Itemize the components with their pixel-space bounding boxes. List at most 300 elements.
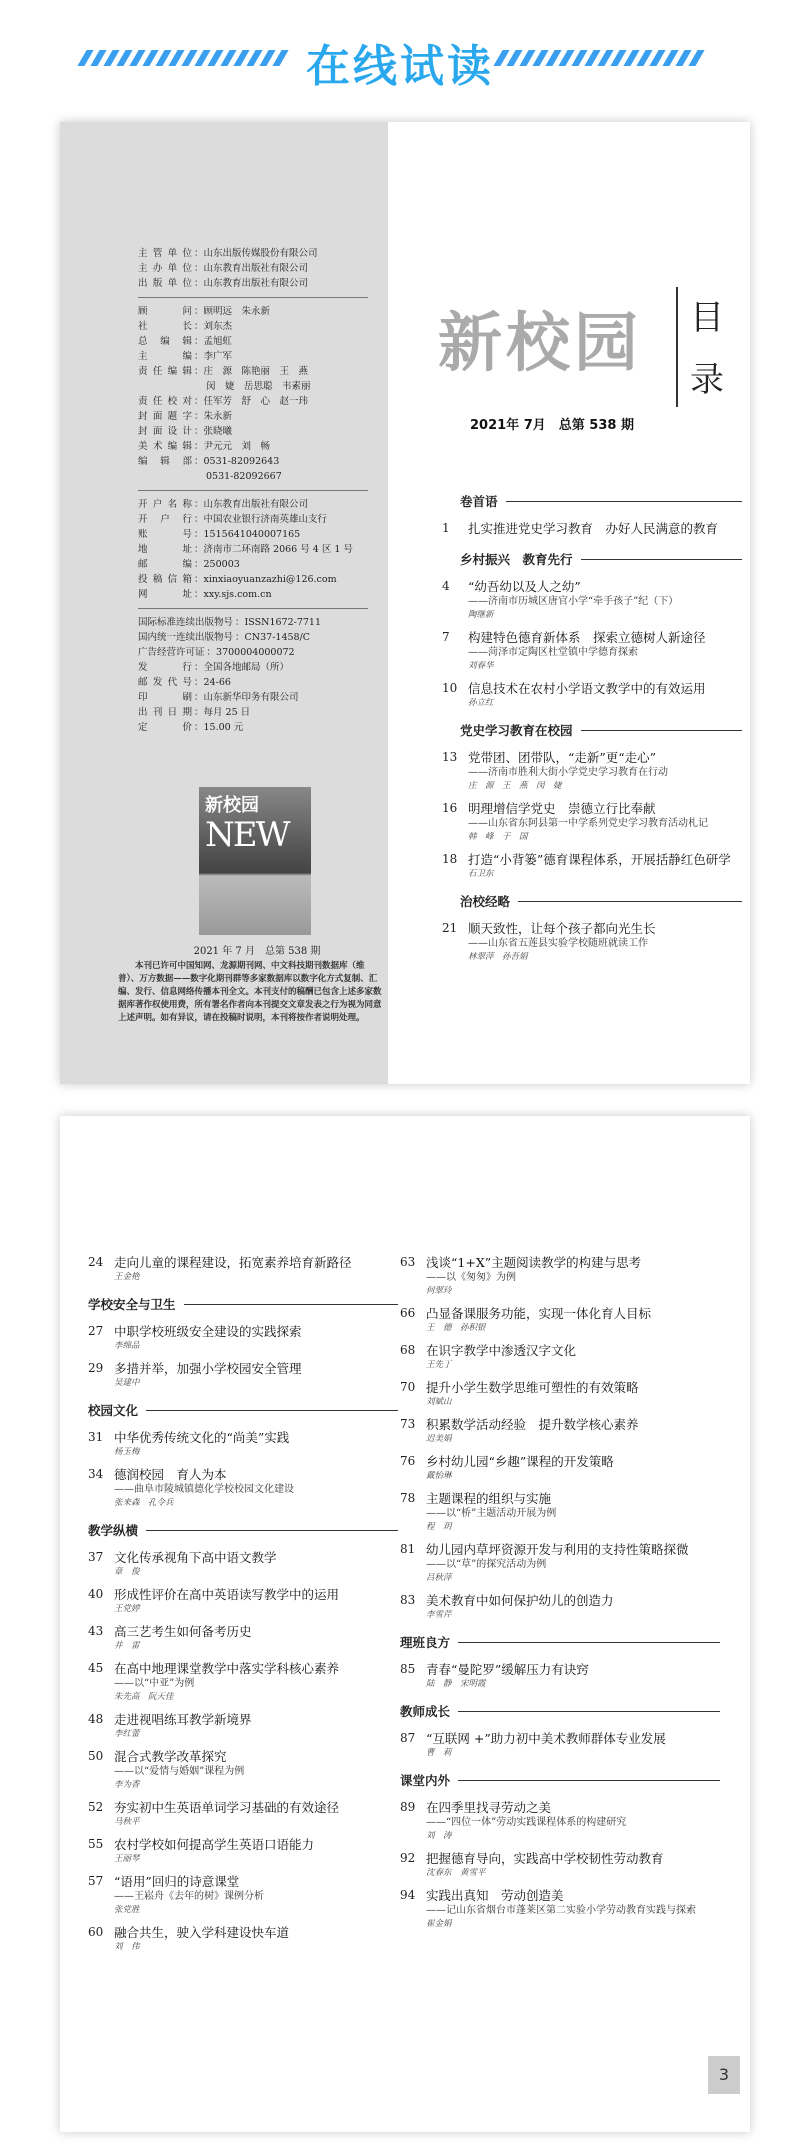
- toc-article-title: 信息技术在农村小学语文教学中的有效运用: [468, 681, 706, 696]
- toc-entry[interactable]: [400, 1254, 720, 1297]
- toc-article-subtitle: ——以“桥”主题活动开展为例: [426, 1508, 557, 1519]
- toc-page-number: 89: [400, 1800, 416, 1814]
- section-title: 乡村振兴 教育先行: [460, 552, 573, 567]
- toc-article-title: 在识字教学中渗透汉字文化: [426, 1343, 577, 1358]
- section-title: 校园文化: [88, 1403, 139, 1418]
- toc-list-page1: [442, 492, 742, 971]
- toc-page-number: 40: [88, 1587, 104, 1601]
- toc-entry[interactable]: [88, 1549, 398, 1578]
- masthead-value: 山东教育出版社有限公司: [203, 263, 309, 274]
- toc-article-title: 在高中地理课堂教学中落实学科核心素养: [114, 1661, 340, 1676]
- masthead-value: 闵 婕 岳思聪 韦素丽: [206, 381, 311, 392]
- toc-page-number: 10: [442, 681, 458, 695]
- toc-article-subtitle: ——以“爱情与婚姻”课程为例: [114, 1766, 245, 1777]
- toc-article-author: 石卫东: [468, 869, 494, 879]
- magazine-page-1: [60, 122, 750, 1084]
- toc-article-author: 庄 源 王 燕 闵 婕: [468, 781, 562, 791]
- toc-entry[interactable]: [442, 520, 742, 538]
- toc-article-title: 夯实初中生英语单词学习基础的有效途径: [114, 1800, 340, 1815]
- toc-article-title: 党带团、团带队，“走新”更“走心”: [468, 750, 657, 765]
- toc-article-title: 把握德育导向，实践高中学校韧性劳动教育: [426, 1851, 664, 1866]
- toc-page-number: 43: [88, 1624, 104, 1638]
- section-heading: [88, 1295, 398, 1313]
- toc-article-author: 张来森 孔令兵: [114, 1498, 174, 1508]
- toc-page-number: 1: [442, 521, 450, 535]
- masthead-key: 印刷: [138, 692, 192, 703]
- toc-article-subtitle: ——以“中亚”为例: [114, 1678, 195, 1689]
- copyright-panel: [60, 122, 388, 1084]
- toc-article-subtitle: ——济南市胜利大街小学党史学习教育在行动: [468, 767, 668, 778]
- toc-article-author: 迟美娟: [426, 1434, 452, 1444]
- toc-article-author: 马秋平: [114, 1817, 140, 1827]
- toc-entry[interactable]: [400, 1887, 720, 1930]
- section-rule: [458, 1642, 720, 1643]
- masthead-row: 地址 ：济南市二环南路 2066 号 4 区 1 号: [138, 544, 353, 555]
- masthead-row: 主编 ：李广军: [138, 351, 233, 362]
- masthead-row: 封面设计 ：张晓曦: [138, 426, 233, 437]
- toc-article-title: 走向儿童的课程建设，拓宽素养培育新路径: [114, 1255, 352, 1270]
- masthead-row: 社长 ：刘东杰: [138, 321, 233, 332]
- toc-article-title: 明理增信学党史 崇德立行比奉献: [468, 801, 656, 816]
- toc-page-number: 45: [88, 1661, 104, 1675]
- masthead-key: 邮编: [138, 559, 192, 570]
- toc-article-author: 崔金娟: [426, 1919, 452, 1929]
- toc-article-author: 王 德 孙积银: [426, 1323, 486, 1333]
- toc-article-title: 文化传承视角下高中语文教学: [114, 1550, 277, 1565]
- masthead-row: 出版单位 ：山东教育出版社有限公司: [138, 278, 309, 289]
- masthead-value: 山东教育出版社有限公司: [203, 278, 309, 289]
- masthead-row: 开户名称 ：山东教育出版社有限公司: [138, 499, 309, 510]
- toc-article-title: 混合式教学改革探究: [114, 1749, 227, 1764]
- section-title: 学校安全与卫生: [88, 1297, 176, 1312]
- toc-entry[interactable]: [400, 1730, 720, 1759]
- toc-entry[interactable]: [400, 1305, 720, 1334]
- masthead-key: 发行: [138, 662, 192, 673]
- toc-article-author: 林翠萍 孙吾娟: [468, 952, 528, 962]
- masthead-key: 地址: [138, 544, 192, 555]
- decorative-stripes-left: [82, 50, 284, 66]
- toc-entry[interactable]: [442, 578, 742, 621]
- toc-article-title: 德润校园 育人为本: [114, 1467, 227, 1482]
- masthead-key: 国际标准连续出版物号: [138, 617, 234, 628]
- toc-article-author: 刘 涛: [426, 1831, 452, 1841]
- section-rule: [184, 1304, 398, 1305]
- toc-article-author: 吕秋萍: [426, 1573, 452, 1583]
- masthead-row: 邮编 ：250003: [138, 559, 240, 570]
- toc-page-number: 57: [88, 1874, 104, 1888]
- toc-article-author: 刘春华: [468, 661, 494, 671]
- masthead-key: 国内统一连续出版物号: [138, 632, 234, 643]
- toc-entry[interactable]: [442, 800, 742, 843]
- toc-article-title: 农村学校如何提高学生英语口语能力: [114, 1837, 315, 1852]
- toc-article-author: 王先丁: [426, 1360, 452, 1370]
- section-heading: [460, 721, 742, 739]
- cover-issue-date: 2021 年 7 月 总第 538 期: [193, 946, 321, 957]
- toc-article-title: 实践出真知 劳动创造美: [426, 1888, 564, 1903]
- section-title: 卷首语: [460, 494, 498, 509]
- toc-article-author: 李绵品: [114, 1341, 140, 1351]
- masthead-row: 出刊日期 ：每月 25 日: [138, 707, 251, 718]
- masthead-row: 发行 ：全国各地邮局（所）: [138, 662, 290, 673]
- masthead-value: 李广军: [203, 351, 233, 362]
- masthead-key: 邮发代号: [138, 677, 192, 688]
- toc-entry[interactable]: [88, 1586, 398, 1615]
- masthead-key: 封面题字: [138, 411, 192, 422]
- toc-page-number: 66: [400, 1306, 416, 1320]
- masthead-value: 15.00 元: [203, 722, 244, 733]
- masthead-row: 责任校对 ：任军芳 舒 心 赵一玮: [138, 396, 309, 407]
- toc-entry[interactable]: [400, 1490, 720, 1533]
- masthead-value: 任军芳 舒 心 赵一玮: [203, 396, 309, 407]
- toc-entry[interactable]: [88, 1466, 398, 1509]
- toc-article-title: 形成性评价在高中英语读写教学中的运用: [114, 1587, 340, 1602]
- masthead-row: 定价 ：15.00 元: [138, 722, 244, 733]
- masthead-value: 张晓曦: [203, 426, 233, 437]
- toc-article-title: 青春“曼陀罗”缓解压力有诀窍: [426, 1662, 589, 1677]
- section-heading: [88, 1401, 398, 1419]
- toc-page-number: 83: [400, 1593, 416, 1607]
- masthead-key: 社长: [138, 321, 192, 332]
- masthead-row: 投稿信箱 ：xinxiaoyuanzazhi@126.com: [138, 574, 337, 585]
- section-title: 治校经略: [460, 894, 511, 909]
- section-rule: [581, 559, 742, 560]
- toc-page-number: 63: [400, 1255, 416, 1269]
- toc-article-author: 何翠玲: [426, 1286, 452, 1296]
- toc-article-title: “互联网 +”助力初中美术教师群体专业发展: [426, 1731, 666, 1746]
- toc-article-author: 戴怡琳: [426, 1471, 452, 1481]
- masthead-row: 封面题字 ：朱永新: [138, 411, 233, 422]
- masthead-value: 朱永新: [203, 411, 233, 422]
- toc-page-number: 21: [442, 921, 458, 935]
- toc-article-subtitle: ——王崧舟《去年的树》课例分析: [114, 1891, 264, 1902]
- masthead-row: 国内统一连续出版物号 ：CN37-1458/C: [138, 632, 311, 643]
- toc-article-author: 刘斌山: [426, 1397, 452, 1407]
- toc-page-number: 78: [400, 1491, 416, 1505]
- toc-entry[interactable]: [88, 1873, 398, 1916]
- toc-entry[interactable]: [88, 1623, 398, 1652]
- toc-page-number: 27: [88, 1324, 104, 1338]
- toc-article-title: 在四季里找寻劳动之美: [426, 1800, 552, 1815]
- toc-page-number: 31: [88, 1430, 104, 1444]
- toc-article-subtitle: ——以《匆匆》为例: [426, 1272, 516, 1283]
- section-title: 课堂内外: [400, 1773, 451, 1788]
- toc-article-author: 王金艳: [114, 1272, 140, 1282]
- masthead-row: 印刷 ：山东新华印务有限公司: [138, 692, 299, 703]
- toc-article-author: 刘 伟: [114, 1942, 140, 1952]
- masthead-key: 开户行: [138, 514, 192, 525]
- masthead-value: 顾明远 朱永新: [203, 306, 271, 317]
- toc-article-title: 中华优秀传统文化的“尚美”实践: [114, 1430, 290, 1445]
- toc-article-title: 高三艺考生如何备考历史: [114, 1624, 252, 1639]
- masthead-key: 编辑部: [138, 456, 192, 467]
- magazine-page-2: [60, 1116, 750, 2132]
- toc-entry[interactable]: [400, 1850, 720, 1879]
- masthead-key: 投稿信箱: [138, 574, 192, 585]
- toc-article-author: 陆 静 宋明霞: [426, 1679, 486, 1689]
- masthead-row: 网址 ：xxy.sjs.com.cn: [138, 589, 272, 600]
- masthead-key: 责任校对: [138, 396, 192, 407]
- toc-entry[interactable]: [442, 629, 742, 672]
- masthead-divider: [138, 297, 368, 298]
- toc-article-author: 孙立红: [468, 698, 494, 708]
- toc-entry[interactable]: [88, 1836, 398, 1865]
- masthead-key: 广告经营许可证: [138, 647, 205, 658]
- masthead-value: xxy.sjs.com.cn: [203, 589, 272, 600]
- toc-column-left: [88, 1254, 398, 1961]
- toc-article-subtitle: ——山东省东阿县第一中学系列党史学习教育活动札记: [468, 818, 708, 829]
- toc-heading: [690, 287, 730, 411]
- toc-page-number: 34: [88, 1467, 104, 1481]
- masthead-key: 出刊日期: [138, 707, 192, 718]
- section-rule: [146, 1530, 398, 1531]
- toc-entry[interactable]: [442, 851, 742, 880]
- toc-entry[interactable]: [400, 1592, 720, 1621]
- cover-new-text: NEW: [205, 815, 289, 855]
- masthead-value: 0531-82092667: [206, 471, 282, 482]
- section-heading: [460, 492, 742, 510]
- toc-page-number: 37: [88, 1550, 104, 1564]
- toc-article-title: 构建特色德育新体系 探索立德树人新途径: [468, 630, 706, 645]
- section-rule: [458, 1711, 720, 1712]
- section-rule: [581, 730, 742, 731]
- masthead-divider: [138, 490, 368, 491]
- toc-article-author: 程 玥: [426, 1522, 452, 1532]
- toc-entry[interactable]: [400, 1342, 720, 1371]
- toc-article-author: 杨玉梅: [114, 1447, 140, 1457]
- toc-article-author: 章 俊: [114, 1567, 140, 1577]
- toc-page-number: 7: [442, 630, 450, 644]
- masthead-value: ISSN1672-7711: [244, 617, 322, 628]
- toc-article-title: 顺天致性，让每个孩子都向光生长: [468, 921, 656, 936]
- masthead-value: 中国农业银行济南英雄山支行: [203, 514, 328, 525]
- toc-article-title: 中职学校班级安全建设的实践探索: [114, 1324, 302, 1339]
- masthead-row: 国际标准连续出版物号 ：ISSN1672-7711: [138, 617, 322, 628]
- section-rule: [506, 501, 742, 502]
- toc-entry[interactable]: [400, 1799, 720, 1842]
- toc-article-author: 陶继新: [468, 610, 494, 620]
- masthead-value: 每月 25 日: [203, 707, 251, 718]
- toc-column-right: [400, 1254, 720, 1938]
- cover-logo: 新校园: [205, 795, 259, 816]
- masthead-row: 主管单位 ：山东出版传媒股份有限公司: [138, 248, 318, 259]
- toc-article-subtitle: ——以“草”的探究活动为例: [426, 1559, 547, 1570]
- masthead-value: 刘东杰: [203, 321, 233, 332]
- toc-heading-mu: 目: [690, 298, 724, 338]
- toc-entry[interactable]: [88, 1323, 398, 1352]
- toc-article-author: 李雪芹: [426, 1610, 452, 1620]
- toc-page-number: 76: [400, 1454, 416, 1468]
- toc-page-number: 94: [400, 1888, 416, 1902]
- toc-article-title: 幼儿园内草坪资源开发与利用的支持性策略探微: [426, 1542, 689, 1557]
- masthead-value: 济南市二环南路 2066 号 4 区 1 号: [203, 544, 353, 555]
- masthead-value: 3700004000072: [216, 647, 295, 658]
- toc-article-title: 扎实推进党史学习教育 办好人民满意的教育: [468, 521, 719, 536]
- section-heading: [400, 1702, 720, 1720]
- masthead-key: 总编辑: [138, 336, 192, 347]
- toc-article-title: 提升小学生数学思维可塑性的有效策略: [426, 1380, 639, 1395]
- toc-entry[interactable]: [442, 749, 742, 792]
- section-rule: [518, 901, 742, 902]
- masthead-row: 责任编辑 ：庄 源 陈艳丽 王 燕: [138, 366, 309, 377]
- masthead-value: xinxiaoyuanzazhi@126.com: [203, 574, 337, 585]
- section-title: 教学纵横: [88, 1523, 139, 1538]
- toc-article-title: 打造“小背篓”德育课程体系，开展括静红色研学: [468, 852, 731, 867]
- masthead-row: 开户行 ：中国农业银行济南英雄山支行: [138, 514, 328, 525]
- masthead-key: 账号: [138, 529, 192, 540]
- masthead-value: 山东教育出版社有限公司: [203, 499, 309, 510]
- toc-article-author: 沈春东 黄雪平: [426, 1868, 486, 1878]
- section-rule: [458, 1780, 720, 1781]
- toc-entry[interactable]: [88, 1748, 398, 1791]
- toc-page-number: 48: [88, 1712, 104, 1726]
- toc-heading-lu: 录: [690, 360, 724, 400]
- toc-article-title: 多措并举，加强小学校园安全管理: [114, 1361, 302, 1376]
- masthead-value: 24-66: [203, 677, 231, 688]
- masthead-row: 编辑部 ：0531-82092643: [138, 456, 280, 467]
- masthead-key: 出版单位: [138, 278, 192, 289]
- banner: [0, 0, 800, 110]
- masthead-key: 定价: [138, 722, 192, 733]
- toc-entry[interactable]: [400, 1541, 720, 1584]
- masthead-key: 主编: [138, 351, 192, 362]
- toc-article-subtitle: ——曲阜市陵城镇德化学校校园文化建设: [114, 1484, 294, 1495]
- section-title: 理班良方: [400, 1635, 451, 1650]
- section-title: 党史学习教育在校园: [460, 723, 573, 738]
- toc-article-title: “语用”回归的诗意课堂: [114, 1874, 240, 1889]
- masthead-row: [138, 469, 368, 484]
- section-heading: [400, 1633, 720, 1651]
- toc-page-number: 50: [88, 1749, 104, 1763]
- masthead-value: CN37-1458/C: [244, 632, 311, 643]
- toc-article-title: 主题课程的组织与实施: [426, 1491, 552, 1506]
- masthead-key: 主办单位: [138, 263, 192, 274]
- masthead-row: 顾问 ：顾明远 朱永新: [138, 306, 271, 317]
- toc-article-author: 井 雷: [114, 1641, 140, 1651]
- toc-page-number: 13: [442, 750, 458, 764]
- page-number: 3: [708, 2056, 740, 2094]
- masthead-key: 责任编辑: [138, 366, 192, 377]
- section-heading: [400, 1771, 720, 1789]
- toc-page-number: 24: [88, 1255, 104, 1269]
- copyright-notice: 本刊已许可中国知网、龙源期刊网、中文科技期刊数据库（维普）、万方数据——数字化期刊群等多家数据库以数字化方式复制、汇编、发行、信息网络传播本刊全文。本刊支付的稿酬已包含上述多家数据库著作权使用费，所有署名作者向本刊提交文章发表之行为视为同意上述声明。如有异议，请在投稿时说明，本刊将按作者说明处理。: [118, 961, 382, 1023]
- masthead-row: 账号 ：15156410400071​65: [138, 529, 301, 540]
- masthead-value: 尹元元 刘 畅: [203, 441, 271, 452]
- section-heading: [460, 550, 742, 568]
- masthead-row: 广告经营许可证 ：3700004000072: [138, 647, 295, 658]
- masthead-row: [138, 379, 368, 394]
- toc-article-title: 积累数学活动经验 提升数学核心素养: [426, 1417, 639, 1432]
- toc-article-author: 曹 莉: [426, 1748, 452, 1758]
- toc-article-subtitle: ——“四位一体”劳动实践课程体系的构建研究: [426, 1817, 627, 1828]
- toc-page-number: 81: [400, 1542, 416, 1556]
- toc-entry[interactable]: [400, 1453, 720, 1482]
- toc-entry[interactable]: [400, 1416, 720, 1445]
- toc-article-subtitle: ——记山东省烟台市蓬莱区第二实验小学劳动教育实践与探索: [426, 1905, 696, 1916]
- toc-article-title: 融合共生，驶入学科建设快车道: [114, 1925, 290, 1940]
- toc-page-number: 87: [400, 1731, 416, 1745]
- masthead-value: 孟旭虹: [203, 336, 233, 347]
- toc-article-author: 张党胜: [114, 1905, 140, 1915]
- masthead-value: 15156410400071​65: [203, 529, 301, 540]
- toc-article-subtitle: ——济南市历城区唐官小学“牵手孩子”纪（下）: [468, 596, 679, 607]
- toc-page-number: 68: [400, 1343, 416, 1357]
- toc-article-author: 王丽琴: [114, 1854, 140, 1864]
- section-title: 教师成长: [400, 1704, 451, 1719]
- toc-article-title: 浅谈“1+X”主题阅读教学的构建与思考: [426, 1255, 642, 1270]
- masthead-value: 庄 源 陈艳丽 王 燕: [203, 366, 309, 377]
- toc-entry[interactable]: [442, 680, 742, 709]
- toc-article-subtitle: ——山东省五莲县实验学校随班就读工作: [468, 938, 648, 949]
- cover-thumbnail: [199, 787, 311, 935]
- masthead-row: 美术编辑 ：尹元元 刘 畅: [138, 441, 271, 452]
- title-divider: [676, 287, 678, 407]
- toc-article-author: 朱先高 阮天佳: [114, 1692, 174, 1702]
- section-heading: [88, 1521, 398, 1539]
- masthead-key: 开户名称: [138, 499, 192, 510]
- magazine-logo: 新校园: [438, 306, 642, 381]
- masthead-value: 全国各地邮局（所）: [203, 662, 290, 673]
- toc-article-title: “幼吾幼以及人之幼”: [468, 579, 581, 594]
- toc-page-number: 73: [400, 1417, 416, 1431]
- masthead-key: 封面设计: [138, 426, 192, 437]
- toc-page-number: 85: [400, 1662, 416, 1676]
- issue-info: 2021年 7月 总第 538 期: [470, 418, 634, 433]
- toc-page-number: 18: [442, 852, 458, 866]
- masthead-key: 主管单位: [138, 248, 192, 259]
- toc-article-author: 吴建中: [114, 1378, 140, 1388]
- toc-article-subtitle: ——菏泽市定陶区杜堂镇中学德育探索: [468, 647, 638, 658]
- toc-article-title: 走进视唱练耳教学新境界: [114, 1712, 252, 1727]
- toc-entry[interactable]: [88, 1429, 398, 1458]
- masthead-divider: [138, 608, 368, 609]
- toc-page-number: 4: [442, 579, 450, 593]
- toc-page-number: 92: [400, 1851, 416, 1865]
- toc-entry[interactable]: [88, 1660, 398, 1703]
- masthead-value: 山东新华印务有限公司: [203, 692, 299, 703]
- toc-article-author: 李红蕾: [114, 1729, 140, 1739]
- toc-entry[interactable]: [88, 1799, 398, 1828]
- toc-article-title: 凸显备课服务功能，实现一体化育人目标: [426, 1306, 652, 1321]
- toc-entry[interactable]: [88, 1924, 398, 1953]
- masthead-row: 邮发代号 ：24-66: [138, 677, 231, 688]
- decorative-stripes-right: [498, 50, 700, 66]
- section-heading: [460, 892, 742, 910]
- masthead-key: 网址: [138, 589, 192, 600]
- toc-entry[interactable]: [400, 1661, 720, 1690]
- masthead-value: 0531-82092643: [203, 456, 280, 467]
- toc-article-title: 美术教育中如何保护幼儿的创造力: [426, 1593, 614, 1608]
- toc-page-number: 70: [400, 1380, 416, 1394]
- toc-entry[interactable]: [88, 1254, 398, 1283]
- toc-article-author: 韩 峰 于 国: [468, 832, 528, 842]
- masthead-key: 顾问: [138, 306, 192, 317]
- toc-page-number: 55: [88, 1837, 104, 1851]
- toc-page-number: 29: [88, 1361, 104, 1375]
- toc-article-author: 李为香: [114, 1780, 140, 1790]
- toc-page-number: 52: [88, 1800, 104, 1814]
- masthead-value: 250003: [203, 559, 240, 570]
- toc-article-author: 王党婷: [114, 1604, 140, 1614]
- toc-page-number: 60: [88, 1925, 104, 1939]
- toc-entry[interactable]: [400, 1379, 720, 1408]
- toc-entry[interactable]: [442, 920, 742, 963]
- toc-entry[interactable]: [88, 1711, 398, 1740]
- toc-page-number: 16: [442, 801, 458, 815]
- masthead-row: 总编辑 ：孟旭虹: [138, 336, 233, 347]
- section-rule: [146, 1410, 398, 1411]
- banner-title: 在线试读: [306, 41, 494, 92]
- toc-entry[interactable]: [88, 1360, 398, 1389]
